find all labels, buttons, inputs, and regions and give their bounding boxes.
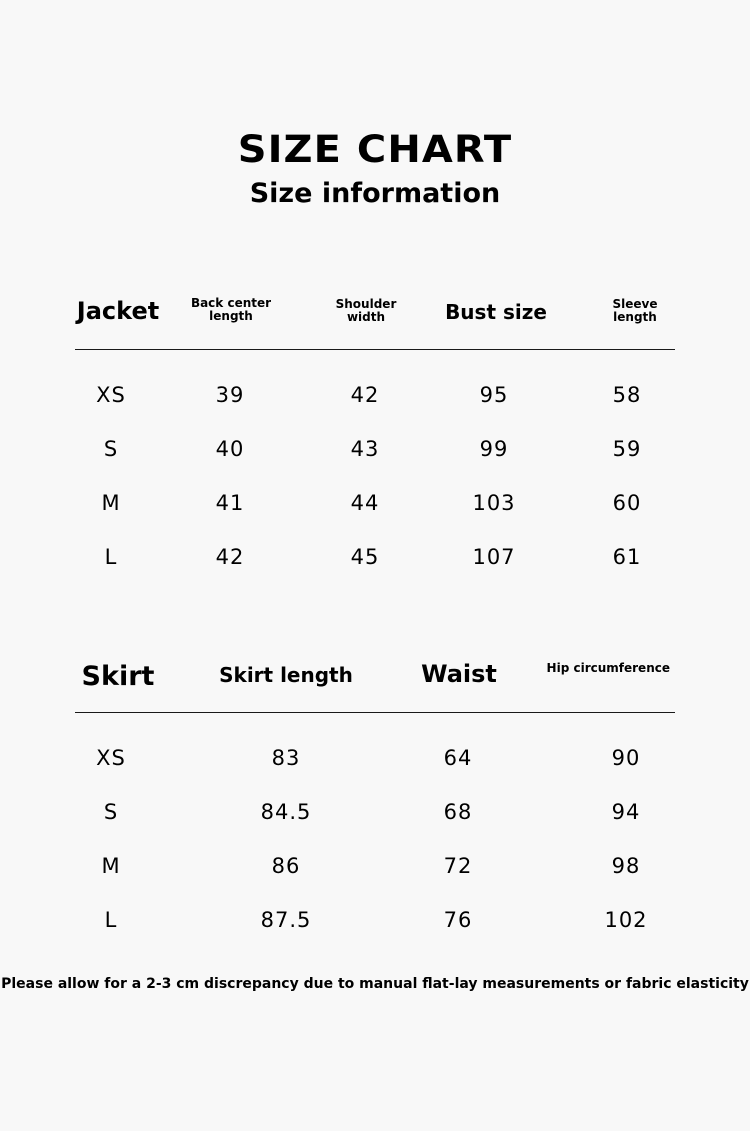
skirt-header-label: Skirt <box>81 661 155 692</box>
measurement-note: Please allow for a 2-3 cm discrepancy due to manual flat-lay measurements or fabric elasticity <box>1 976 749 992</box>
value-cell: 58 <box>612 383 642 407</box>
value-cell: 43 <box>350 437 380 461</box>
value-cell: 39 <box>215 383 245 407</box>
value-cell: 44 <box>350 491 380 515</box>
value-cell: 83 <box>271 746 301 770</box>
value-cell: 76 <box>443 908 473 932</box>
value-cell: 87.5 <box>260 908 312 932</box>
value-cell: 103 <box>472 491 516 515</box>
value-cell: 45 <box>350 545 380 569</box>
size-cell: XS <box>96 746 126 770</box>
value-cell: 42 <box>215 545 245 569</box>
skirt-divider <box>75 712 675 713</box>
value-cell: 107 <box>472 545 516 569</box>
header-bust-size: Bust size <box>445 300 547 324</box>
header-back-center-length: Back center length <box>190 296 272 323</box>
value-cell: 42 <box>350 383 380 407</box>
value-cell: 102 <box>604 908 648 932</box>
jacket-header-label: Jacket <box>76 297 160 325</box>
value-cell: 90 <box>611 746 641 770</box>
value-cell: 61 <box>612 545 642 569</box>
value-cell: 86 <box>271 854 301 878</box>
size-cell: L <box>104 545 118 569</box>
value-cell: 72 <box>443 854 473 878</box>
value-cell: 60 <box>612 491 642 515</box>
size-cell: S <box>103 800 119 824</box>
value-cell: 84.5 <box>260 800 312 824</box>
page-title: SIZE CHART <box>237 128 513 171</box>
header-sleeve-length: Sleeve length <box>612 297 658 324</box>
header-hip-circumference: Hip circumference <box>546 661 670 675</box>
header-shoulder-width: Shoulder width <box>335 297 397 324</box>
value-cell: 99 <box>479 437 509 461</box>
value-cell: 95 <box>479 383 509 407</box>
value-cell: 64 <box>443 746 473 770</box>
size-cell: L <box>104 908 118 932</box>
value-cell: 68 <box>443 800 473 824</box>
value-cell: 40 <box>215 437 245 461</box>
header-waist: Waist <box>421 660 497 688</box>
size-cell: M <box>101 491 121 515</box>
value-cell: 59 <box>612 437 642 461</box>
jacket-divider <box>75 349 675 350</box>
value-cell: 98 <box>611 854 641 878</box>
page-subtitle: Size information <box>249 178 501 209</box>
size-cell: M <box>101 854 121 878</box>
size-cell: S <box>103 437 119 461</box>
value-cell: 41 <box>215 491 245 515</box>
header-skirt-length: Skirt length <box>219 663 353 687</box>
value-cell: 94 <box>611 800 641 824</box>
size-cell: XS <box>96 383 126 407</box>
